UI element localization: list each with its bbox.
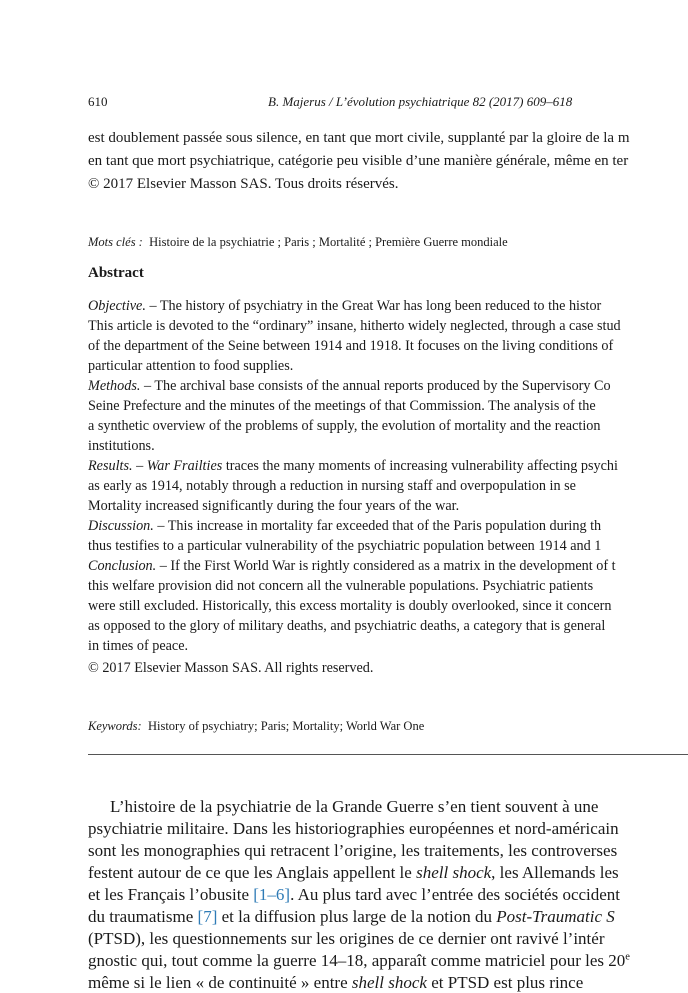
superscript: e [625, 951, 630, 963]
citation-link[interactable]: [7] [197, 907, 218, 926]
page-number: 610 [88, 94, 108, 109]
body-text: du traumatisme [88, 907, 198, 926]
abstract-line: of the department of the Seine between 1914 and 1918. It focuses on the living conditions of [88, 338, 614, 354]
page-header [88, 94, 688, 112]
body-line: psychiatrie militaire. Dans les historiographies européennes et nord-américain [88, 819, 619, 838]
methods-label: Methods. [88, 378, 141, 394]
abstract-line: thus testifies to a particular vulnerability of the psychiatric population between 1914 and 1 [88, 538, 602, 554]
abstract-line: in times of peace. [88, 638, 189, 654]
abstract-text: – This increase in mortality far exceeded that of the Paris population during th [153, 518, 602, 534]
citation-link[interactable]: [1–6] [253, 885, 291, 904]
body-italic: shell shock [351, 973, 427, 992]
body-line [88, 863, 619, 883]
abstract-text: – The history of psychiatry in the Great War has long been reduced to the histor [145, 298, 602, 314]
abstract-line: This article is devoted to the “ordinary” insane, hitherto widely neglected, through a case stud [88, 318, 621, 334]
conclusion-label: Conclusion. [88, 558, 157, 574]
abstract-line: institutions. [88, 438, 155, 454]
resume-copyright: © 2017 Elsevier Masson SAS. Tous droits réservés. [88, 176, 399, 192]
abstract-line: as opposed to the glory of military deaths, and psychiatric deaths, a category that is general [88, 618, 606, 634]
body-line [88, 907, 615, 927]
objective-label: Objective. [88, 298, 146, 314]
body-line: sont les monographies qui retracent l’origine, les traitements, les controverses [88, 841, 618, 860]
abstract-line: a synthetic overview of the problems of supply, the evolution of mortality and the reaction [88, 418, 601, 434]
body-text: festent autour de ce que les Anglais appellent le [88, 863, 417, 882]
body-text: et la diffusion plus large de la notion du [217, 907, 497, 926]
abstract-line: were still excluded. Historically, this excess mortality is doubly overlooked, since it concern [88, 598, 612, 614]
abstract-line [88, 298, 601, 315]
war-frailties-title: War Frailties [146, 458, 223, 474]
body-text: gnostic qui, tout comme la guerre 14–18, apparaît comme matriciel pour les 20 [88, 951, 626, 970]
keywords-label: Keywords: [88, 719, 142, 733]
abstract-heading: Abstract [88, 265, 144, 281]
body-line: (PTSD), les questionnements sur les origines de ce dernier ont ravivé l’intér [88, 929, 605, 948]
discussion-label: Discussion. [88, 518, 154, 534]
body-text: et PTSD est plus rince [426, 973, 584, 992]
body-text: et les Français l’obusite [88, 885, 254, 904]
section-divider [88, 754, 688, 755]
abstract-line: Seine Prefecture and the minutes of the meetings of that Commission. The analysis of the [88, 398, 596, 414]
body-italic: shell shock [416, 863, 492, 882]
mots-cles-label: Mots clés : [88, 235, 143, 249]
abstract-copyright: © 2017 Elsevier Masson SAS. All rights reserved. [88, 660, 374, 676]
abstract-text: traces the many moments of increasing vulnerability affecting psychi [222, 458, 618, 474]
abstract-line [88, 518, 601, 535]
keywords [88, 719, 424, 734]
body-line [88, 885, 620, 905]
body-line [88, 951, 630, 971]
abstract-line: Mortality increased significantly during the four years of the war. [88, 498, 460, 514]
mots-cles [88, 235, 508, 250]
abstract-line [88, 458, 618, 475]
abstract-text: – The archival base consists of the annual reports produced by the Supervisory Co [140, 378, 611, 394]
keywords-text: History of psychiatry; Paris; Mortality; World War One [147, 719, 425, 733]
abstract-text: – If the First World War is rightly considered as a matrix in the development of t [156, 558, 616, 574]
body-text: , les Allemands les [491, 863, 619, 882]
body-text: même si le lien « de continuité » entre [88, 973, 352, 992]
abstract-line: as early as 1914, notably through a reduction in nursing staff and overpopulation in se [88, 478, 576, 494]
body-line: L’histoire de la psychiatrie de la Grande Guerre s’en tient souvent à une [110, 797, 599, 816]
body-line [88, 973, 583, 993]
abstract-text: – [132, 458, 147, 474]
abstract-line: this welfare provision did not concern all the vulnerable populations. Psychiatric patients [88, 578, 594, 594]
body-text: . Au plus tard avec l’entrée des sociétés occident [290, 885, 621, 904]
abstract-line: particular attention to food supplies. [88, 358, 294, 374]
resume-line: est doublement passée sous silence, en tant que mort civile, supplanté par la gloire de la m [88, 130, 630, 146]
resume-line: en tant que mort psychiatrique, catégorie peu visible d’une manière générale, même en ter [88, 153, 629, 169]
running-title: B. Majerus / L’évolution psychiatrique 82 (2017) 609–618 [268, 94, 573, 109]
mots-cles-text: Histoire de la psychiatrie ; Paris ; Mortalité ; Première Guerre mondiale [149, 235, 508, 249]
abstract-line [88, 378, 611, 395]
results-label: Results. [88, 458, 133, 474]
abstract-line [88, 558, 616, 575]
body-italic: Post-Traumatic S [496, 907, 615, 926]
